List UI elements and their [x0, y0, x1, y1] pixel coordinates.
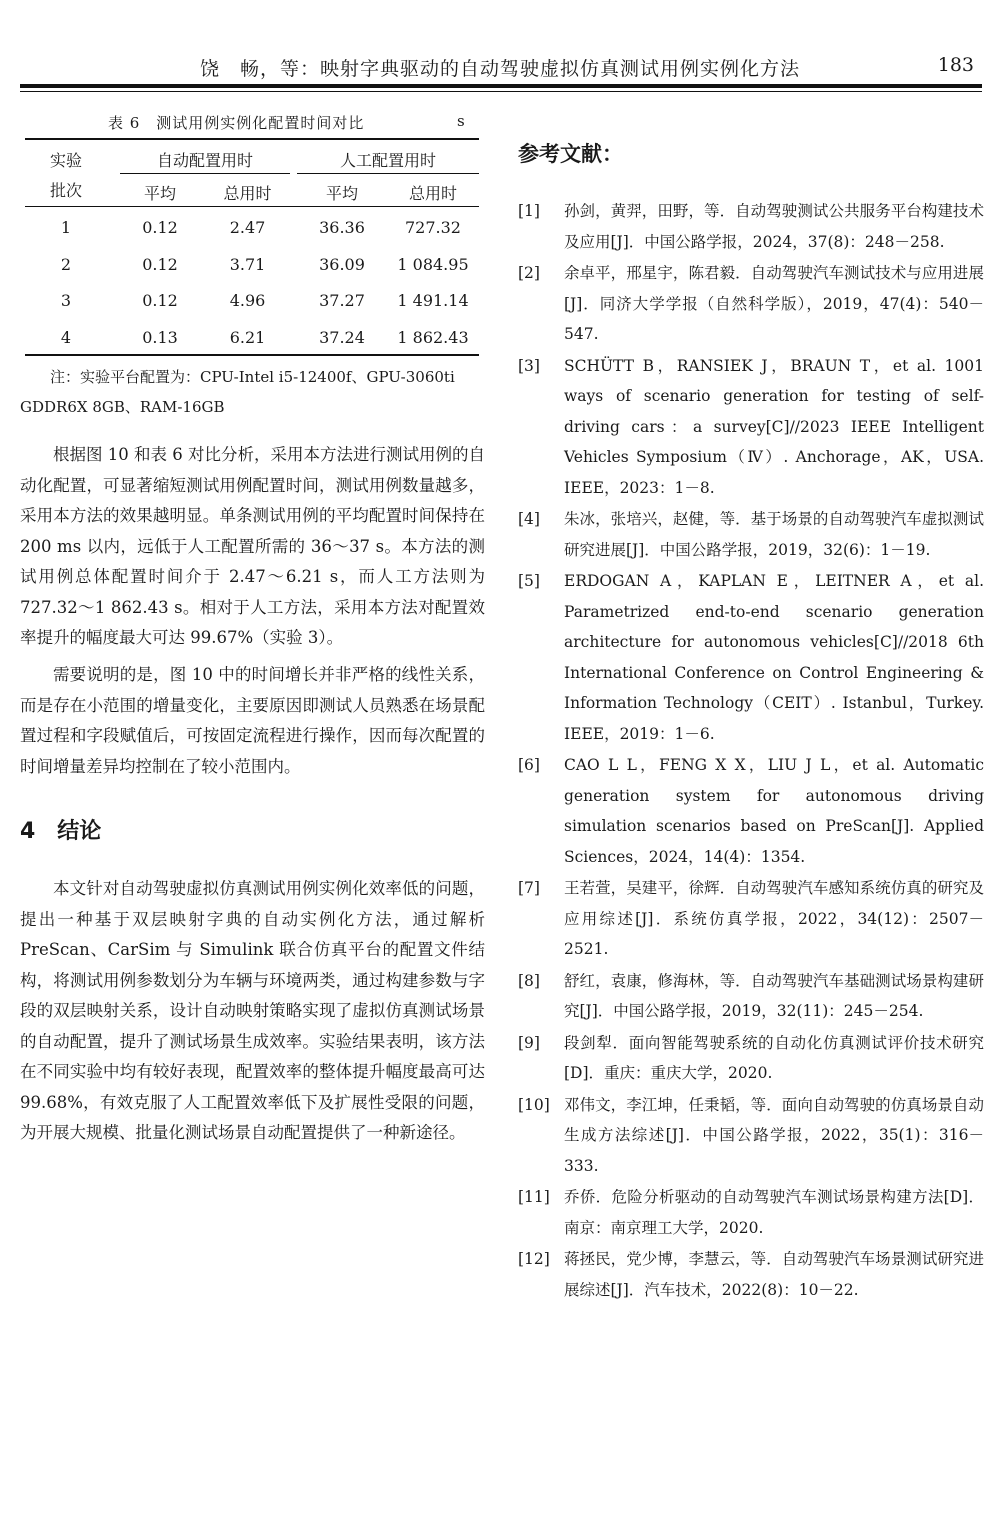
reference-text: 朱冰，张培兴，赵健，等．基于场景的自动驾驶汽车虚拟测试研究进展[J]．中国公路学报，2019，32(6)：1－19. — [564, 510, 984, 559]
table-top-rule — [25, 138, 479, 140]
header-batch-top: 实验 — [49, 151, 82, 170]
table-cell-manual-avg: 37.24 — [319, 328, 365, 347]
header-manual-avg: 平均 — [325, 184, 358, 203]
reference-item — [518, 1182, 984, 1243]
table-cell-manual-avg: 36.09 — [319, 255, 365, 274]
reference-text: 王若萱，吴建平，徐辉．自动驾驶汽车感知系统仿真的研究及应用综述[J]．系统仿真学报，2022，34(12)：2507－2521. — [564, 879, 984, 958]
reference-text: 蒋拯民，党少博，李慧云，等．自动驾驶汽车场景测试研究进展综述[J]．汽车技术，2022(8)：10－22. — [564, 1250, 984, 1299]
reference-item — [518, 1028, 984, 1089]
table-cell-auto-avg: 0.12 — [142, 218, 178, 237]
table-cell-batch: 2 — [60, 255, 72, 274]
reference-number: [1] — [518, 202, 540, 220]
table-cell-manual-total: 1 862.43 — [397, 328, 469, 347]
table-cell-auto-total: 6.21 — [229, 328, 266, 347]
references-heading: 参考文献： — [518, 142, 623, 166]
header-auto-total: 总用时 — [223, 184, 272, 203]
page-number: 183 — [937, 54, 974, 76]
paragraph-analysis: 根据图 10 和表 6 对比分析，采用本方法进行测试用例的自动化配置，可显著缩短测试用例配置时间，测试用例数量越多，采用本方法的效果越明显。单条测试用例的平均配置时间保持在 200 ms 以内，远低于人工配置所需的 36～37 s。本方法的测试用例总体配置时间介于 2.47～6.21 s，而人工方法则为 727.32～1 862.43 s。相对于人工方法，采用本方法对配置效率提升的幅度最大可达 99.67%（实验 3）。 — [20, 445, 485, 647]
table-caption: 表 6 测试用例实例化配置时间对比 — [108, 114, 365, 132]
reference-number: [4] — [518, 510, 540, 528]
reference-number: [11] — [518, 1188, 550, 1206]
reference-list — [518, 196, 984, 1306]
running-header — [20, 52, 982, 82]
table-unit: s — [457, 112, 465, 130]
paragraph-conclusion: 本文针对自动驾驶虚拟仿真测试用例实例化效率低的问题，提出一种基于双层映射字典的自动实例化方法，通过解析 PreScan、CarSim 与 Simulink 联合仿真平台的配置文件结构，将测试用例参数划分为车辆与环境两类，通过构建参数与字段的双层映射关系，设计自动映射策略实现了虚拟仿真测试场景的自动配置，提升了测试场景生成效率。实验结果表明，该方法在不同实验中均有较好表现，配置效率的整体提升幅度最高可达 99.68%，有效克服了人工配置效率低下及扩展性受限的问题，为开展大规模、批量化测试场景自动配置提供了一种新途径。 — [20, 879, 485, 1142]
reference-text: 邓伟文，李江坤，任秉韬，等．面向自动驾驶的仿真场景自动生成方法综述[J]．中国公路学报，2022，35(1)：316－333. — [564, 1095, 984, 1175]
table-cell-manual-avg: 37.27 — [319, 291, 365, 310]
reference-number: [9] — [518, 1033, 540, 1052]
table-cell-auto-avg: 0.13 — [142, 328, 178, 347]
reference-text: 孙剑，黄羿，田野，等．自动驾驶测试公共服务平台构建技术及应用[J]．中国公路学报，2024，37(8)：248－258. — [564, 202, 984, 251]
table-note: 注：实验平台配置为：CPU-Intel i5-12400f、GPU-3060ti GDDR6X 8GB、RAM-16GB — [20, 368, 455, 416]
reference-number: [12] — [518, 1250, 550, 1268]
table-group-rule-manual — [297, 173, 479, 174]
reference-item — [518, 1090, 984, 1182]
header-rule-thin — [20, 91, 982, 92]
table-cell-batch: 1 — [60, 218, 72, 237]
running-header-title: 饶 畅，等：映射字典驱动的自动驾驶虚拟仿真测试用例实例化方法 — [200, 58, 801, 80]
reference-number: [2] — [518, 264, 540, 282]
reference-number: [3] — [518, 356, 540, 375]
reference-text: 余卓平，邢星宇，陈君毅．自动驾驶汽车测试技术与应用进展[J]．同济大学学报（自然科学版），2019，47(4)：540－547. — [564, 264, 984, 343]
reference-item — [518, 258, 984, 350]
table-cell-auto-avg: 0.12 — [142, 255, 178, 274]
header-auto-avg: 平均 — [143, 184, 176, 203]
header-rule-thick — [20, 84, 982, 88]
reference-text: CAO L L，FENG X X，LIU J L，et al. Automatic generation system for autonomous driving simulation scenarios based on PreScan[J]. Applied Sciences，2024，14(4)：1354. — [564, 756, 984, 866]
table-cell-auto-avg: 0.12 — [142, 291, 178, 310]
table-group-rule-auto — [120, 173, 290, 174]
table-cell-manual-total: 1 491.14 — [397, 291, 469, 310]
table-cell-auto-total: 4.96 — [229, 291, 266, 310]
table-cell-auto-total: 2.47 — [229, 218, 266, 237]
reference-number: [6] — [518, 756, 540, 774]
reference-item — [518, 196, 984, 257]
reference-text: ERDOGAN A，KAPLAN E，LEITNER A，et al. Parametrized end-to-end scenario generation architecture for autonomous vehicles[C]//2018 6th International Conference on Control Engineering & Information Technology（CEIT）. Istanbul，Turkey. IEEE，2019：1－6. — [564, 572, 984, 743]
header-manual-total: 总用时 — [408, 184, 457, 203]
section-heading-conclusion: 4 结论 — [20, 819, 102, 844]
reference-number: [10] — [518, 1095, 550, 1114]
reference-item — [518, 873, 984, 965]
header-batch-bottom: 批次 — [49, 181, 82, 200]
reference-item — [518, 566, 984, 749]
reference-item — [518, 504, 984, 565]
reference-text: SCHÜTT B，RANSIEK J，BRAUN T，et al. 1001 ways of scenario generation for testing of self-driving cars：a survey[C]//2023 IEEE Intelligent Vehicles Symposium（Ⅳ）. Anchorage，AK，USA. IEEE，2023：1－8. — [564, 356, 984, 497]
header-auto-group: 自动配置用时 — [156, 151, 253, 170]
paragraph-explanation: 需要说明的是，图 10 中的时间增长并非严格的线性关系，而是存在小范围的增量变化，主要原因即测试人员熟悉在场景配置过程和字段赋值后，可按固定流程进行操作，因而每次配置的时间增量差异均控制在了较小范围内。 — [20, 665, 485, 776]
reference-text: 乔侨．危险分析驱动的自动驾驶汽车测试场景构建方法[D]．南京：南京理工大学，2020. — [564, 1188, 984, 1237]
reference-item — [518, 1244, 984, 1305]
reference-number: [7] — [518, 879, 540, 897]
table-cell-manual-total: 727.32 — [405, 218, 461, 237]
reference-item — [518, 351, 984, 504]
table-header-rule — [25, 206, 479, 207]
table-cell-batch: 4 — [60, 328, 72, 347]
reference-text: 舒红，袁康，修海林，等．自动驾驶汽车基础测试场景构建研究[J]．中国公路学报，2019，32(11)：245－254. — [564, 971, 984, 1020]
table-bottom-rule — [25, 354, 479, 356]
reference-item — [518, 750, 984, 872]
reference-number: [5] — [518, 572, 540, 590]
reference-text: 段剑犁．面向智能驾驶系统的自动化仿真测试评价技术研究[D]．重庆：重庆大学，2020. — [564, 1033, 984, 1082]
reference-item — [518, 966, 984, 1027]
reference-number: [8] — [518, 971, 540, 990]
table-cell-manual-avg: 36.36 — [319, 218, 365, 237]
header-manual-group: 人工配置用时 — [339, 151, 436, 170]
table-cell-batch: 3 — [60, 291, 72, 310]
table-cell-auto-total: 3.71 — [229, 255, 266, 274]
table-cell-manual-total: 1 084.95 — [397, 255, 469, 274]
